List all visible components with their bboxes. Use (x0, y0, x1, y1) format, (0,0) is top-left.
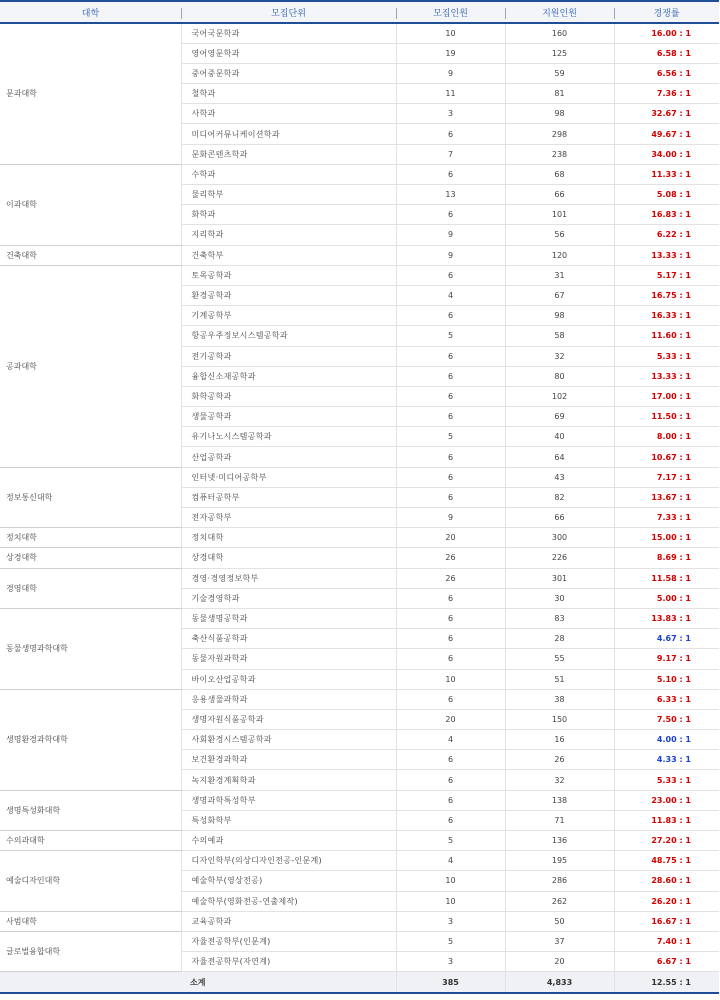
quota-value: 5 (396, 831, 505, 851)
unit-name: 정치대학 (181, 528, 396, 548)
quota-value: 4 (396, 285, 505, 305)
unit-name: 동물자원과학과 (181, 649, 396, 669)
ratio-value: 5.33 : 1 (614, 346, 719, 366)
unit-name: 화학공학과 (181, 386, 396, 406)
ratio-value: 4.33 : 1 (614, 750, 719, 770)
quota-value: 6 (396, 386, 505, 406)
applicants-value: 102 (505, 386, 614, 406)
unit-name: 생명과학특성학부 (181, 790, 396, 810)
total-quota: 385 (396, 972, 505, 994)
unit-name: 산업공학과 (181, 447, 396, 467)
applicants-value: 301 (505, 568, 614, 588)
table-row (0, 467, 719, 487)
ratio-value: 6.67 : 1 (614, 952, 719, 972)
table-row (0, 689, 719, 709)
ratio-value: 6.56 : 1 (614, 63, 719, 83)
unit-name: 상경대학 (181, 548, 396, 568)
ratio-value: 5.00 : 1 (614, 588, 719, 608)
quota-value: 3 (396, 952, 505, 972)
applicants-value: 226 (505, 548, 614, 568)
quota-value: 3 (396, 911, 505, 931)
quota-value: 6 (396, 205, 505, 225)
quota-value: 5 (396, 427, 505, 447)
quota-value: 11 (396, 84, 505, 104)
applicants-value: 20 (505, 952, 614, 972)
college-name: 정보통신대학 (0, 467, 181, 528)
applicants-value: 38 (505, 689, 614, 709)
ratio-value: 23.00 : 1 (614, 790, 719, 810)
ratio-value: 6.33 : 1 (614, 689, 719, 709)
header-applicants: 지원인원 (505, 1, 614, 23)
ratio-value: 8.69 : 1 (614, 548, 719, 568)
quota-value: 6 (396, 306, 505, 326)
unit-name: 영어영문학과 (181, 43, 396, 63)
applicants-value: 64 (505, 447, 614, 467)
applicants-value: 81 (505, 84, 614, 104)
quota-value: 10 (396, 871, 505, 891)
ratio-value: 4.00 : 1 (614, 730, 719, 750)
quota-value: 26 (396, 568, 505, 588)
quota-value: 3 (396, 104, 505, 124)
applicants-value: 30 (505, 588, 614, 608)
ratio-value: 6.22 : 1 (614, 225, 719, 245)
ratio-value: 13.83 : 1 (614, 608, 719, 628)
unit-name: 생물공학과 (181, 407, 396, 427)
college-name: 상경대학 (0, 548, 181, 568)
applicants-value: 238 (505, 144, 614, 164)
applicants-value: 98 (505, 306, 614, 326)
ratio-value: 17.00 : 1 (614, 386, 719, 406)
ratio-value: 49.67 : 1 (614, 124, 719, 144)
college-name: 동물생명과학대학 (0, 608, 181, 689)
college-name: 문과대학 (0, 23, 181, 164)
unit-name: 기계공학부 (181, 306, 396, 326)
quota-value: 6 (396, 124, 505, 144)
applicants-value: 80 (505, 366, 614, 386)
unit-name: 건축학부 (181, 245, 396, 265)
table-footer (0, 972, 719, 994)
total-row (0, 972, 719, 994)
applicants-value: 150 (505, 709, 614, 729)
ratio-value: 5.10 : 1 (614, 669, 719, 689)
table-row (0, 245, 719, 265)
unit-name: 컴퓨터공학부 (181, 487, 396, 507)
college-name: 건축대학 (0, 245, 181, 265)
unit-name: 수학과 (181, 164, 396, 184)
unit-name: 환경공학과 (181, 285, 396, 305)
unit-name: 경영·경영정보학부 (181, 568, 396, 588)
ratio-value: 11.60 : 1 (614, 326, 719, 346)
quota-value: 6 (396, 608, 505, 628)
ratio-value: 5.33 : 1 (614, 770, 719, 790)
applicants-value: 40 (505, 427, 614, 447)
quota-value: 4 (396, 730, 505, 750)
ratio-value: 5.17 : 1 (614, 265, 719, 285)
unit-name: 국어국문학과 (181, 23, 396, 43)
quota-value: 6 (396, 265, 505, 285)
ratio-value: 4.67 : 1 (614, 629, 719, 649)
ratio-value: 10.67 : 1 (614, 447, 719, 467)
unit-name: 융합신소재공학과 (181, 366, 396, 386)
table-body (0, 23, 719, 972)
ratio-value: 16.33 : 1 (614, 306, 719, 326)
unit-name: 물리학부 (181, 185, 396, 205)
unit-name: 수의예과 (181, 831, 396, 851)
table-row (0, 790, 719, 810)
ratio-value: 13.33 : 1 (614, 366, 719, 386)
ratio-value: 15.00 : 1 (614, 528, 719, 548)
ratio-value: 7.40 : 1 (614, 931, 719, 951)
college-name: 사범대학 (0, 911, 181, 931)
college-name: 예술디자인대학 (0, 851, 181, 912)
ratio-value: 32.67 : 1 (614, 104, 719, 124)
unit-name: 인터넷·미디어공학부 (181, 467, 396, 487)
ratio-value: 5.08 : 1 (614, 185, 719, 205)
applicants-value: 58 (505, 326, 614, 346)
unit-name: 전자공학부 (181, 508, 396, 528)
table-row (0, 931, 719, 951)
quota-value: 6 (396, 629, 505, 649)
applicants-value: 71 (505, 810, 614, 830)
quota-value: 20 (396, 528, 505, 548)
ratio-value: 16.00 : 1 (614, 23, 719, 43)
unit-name: 사학과 (181, 104, 396, 124)
applicants-value: 69 (505, 407, 614, 427)
applicants-value: 51 (505, 669, 614, 689)
quota-value: 6 (396, 588, 505, 608)
quota-value: 19 (396, 43, 505, 63)
ratio-value: 9.17 : 1 (614, 649, 719, 669)
quota-value: 10 (396, 891, 505, 911)
unit-name: 철학과 (181, 84, 396, 104)
applicants-value: 66 (505, 508, 614, 528)
college-name: 생명환경과학대학 (0, 689, 181, 790)
unit-name: 사회환경시스템공학과 (181, 730, 396, 750)
quota-value: 6 (396, 770, 505, 790)
applicants-value: 138 (505, 790, 614, 810)
header-college: 대학 (0, 1, 181, 23)
quota-value: 7 (396, 144, 505, 164)
quota-value: 6 (396, 447, 505, 467)
applicants-value: 59 (505, 63, 614, 83)
applicants-value: 26 (505, 750, 614, 770)
table-row (0, 265, 719, 285)
quota-value: 9 (396, 225, 505, 245)
quota-value: 10 (396, 23, 505, 43)
quota-value: 6 (396, 407, 505, 427)
applicants-value: 98 (505, 104, 614, 124)
unit-name: 예술학부(영상전공) (181, 871, 396, 891)
table-row (0, 23, 719, 43)
table-row (0, 851, 719, 871)
table-header (0, 1, 719, 23)
unit-name: 응용생물과학과 (181, 689, 396, 709)
applicants-value: 68 (505, 164, 614, 184)
unit-name: 디자인학부(의상디자인전공-인문계) (181, 851, 396, 871)
quota-value: 20 (396, 709, 505, 729)
header-unit: 모집단위 (181, 1, 396, 23)
quota-value: 9 (396, 63, 505, 83)
unit-name: 토목공학과 (181, 265, 396, 285)
college-name: 경영대학 (0, 568, 181, 608)
ratio-value: 34.00 : 1 (614, 144, 719, 164)
total-ratio: 12.55 : 1 (614, 972, 719, 994)
unit-name: 보건환경과학과 (181, 750, 396, 770)
ratio-value: 16.83 : 1 (614, 205, 719, 225)
unit-name: 자율전공학부(인문계) (181, 931, 396, 951)
applicants-value: 160 (505, 23, 614, 43)
applicants-value: 82 (505, 487, 614, 507)
ratio-value: 28.60 : 1 (614, 871, 719, 891)
ratio-value: 11.83 : 1 (614, 810, 719, 830)
header-quota: 모집인원 (396, 1, 505, 23)
quota-value: 10 (396, 669, 505, 689)
applicants-value: 28 (505, 629, 614, 649)
applicants-value: 136 (505, 831, 614, 851)
applicants-value: 262 (505, 891, 614, 911)
unit-name: 유기나노시스템공학과 (181, 427, 396, 447)
quota-value: 13 (396, 185, 505, 205)
quota-value: 9 (396, 508, 505, 528)
ratio-value: 7.36 : 1 (614, 84, 719, 104)
applicants-value: 101 (505, 205, 614, 225)
table-row (0, 528, 719, 548)
quota-value: 4 (396, 851, 505, 871)
applicants-value: 67 (505, 285, 614, 305)
unit-name: 바이오산업공학과 (181, 669, 396, 689)
total-label: 소계 (0, 972, 396, 994)
applicants-value: 66 (505, 185, 614, 205)
table-row (0, 831, 719, 851)
quota-value: 6 (396, 750, 505, 770)
applicants-value: 55 (505, 649, 614, 669)
quota-value: 6 (396, 810, 505, 830)
applicants-value: 32 (505, 346, 614, 366)
ratio-value: 48.75 : 1 (614, 851, 719, 871)
quota-value: 6 (396, 164, 505, 184)
quota-value: 5 (396, 326, 505, 346)
unit-name: 예술학부(영화전공-연출제작) (181, 891, 396, 911)
college-name: 글로벌융합대학 (0, 931, 181, 971)
ratio-value: 11.58 : 1 (614, 568, 719, 588)
table-row (0, 608, 719, 628)
quota-value: 9 (396, 245, 505, 265)
unit-name: 기술경영학과 (181, 588, 396, 608)
header-ratio: 경쟁률 (614, 1, 719, 23)
applicants-value: 31 (505, 265, 614, 285)
applicants-value: 298 (505, 124, 614, 144)
applicants-value: 37 (505, 931, 614, 951)
quota-value: 6 (396, 649, 505, 669)
quota-value: 6 (396, 487, 505, 507)
applicants-value: 195 (505, 851, 614, 871)
college-name: 공과대학 (0, 265, 181, 467)
college-name: 이과대학 (0, 164, 181, 245)
ratio-value: 26.20 : 1 (614, 891, 719, 911)
ratio-value: 6.58 : 1 (614, 43, 719, 63)
ratio-value: 7.33 : 1 (614, 508, 719, 528)
table-row (0, 568, 719, 588)
quota-value: 6 (396, 790, 505, 810)
unit-name: 항공우주정보시스템공학과 (181, 326, 396, 346)
quota-value: 6 (396, 366, 505, 386)
ratio-value: 7.50 : 1 (614, 709, 719, 729)
unit-name: 동물생명공학과 (181, 608, 396, 628)
unit-name: 교육공학과 (181, 911, 396, 931)
ratio-value: 16.67 : 1 (614, 911, 719, 931)
ratio-value: 11.33 : 1 (614, 164, 719, 184)
applicants-value: 43 (505, 467, 614, 487)
unit-name: 생명자원식품공학과 (181, 709, 396, 729)
applicants-value: 50 (505, 911, 614, 931)
ratio-value: 13.67 : 1 (614, 487, 719, 507)
applicants-value: 16 (505, 730, 614, 750)
unit-name: 지리학과 (181, 225, 396, 245)
table-row (0, 548, 719, 568)
total-applicants: 4,833 (505, 972, 614, 994)
ratio-value: 8.00 : 1 (614, 427, 719, 447)
applicants-value: 83 (505, 608, 614, 628)
unit-name: 특성화학부 (181, 810, 396, 830)
applicants-value: 120 (505, 245, 614, 265)
ratio-value: 16.75 : 1 (614, 285, 719, 305)
table-row (0, 164, 719, 184)
unit-name: 미디어커뮤니케이션학과 (181, 124, 396, 144)
unit-name: 문화콘텐츠학과 (181, 144, 396, 164)
college-name: 수의과대학 (0, 831, 181, 851)
quota-value: 5 (396, 931, 505, 951)
ratio-value: 11.50 : 1 (614, 407, 719, 427)
table-row (0, 911, 719, 931)
unit-name: 화학과 (181, 205, 396, 225)
ratio-value: 13.33 : 1 (614, 245, 719, 265)
header-row (0, 1, 719, 23)
college-name: 생명특성화대학 (0, 790, 181, 830)
ratio-value: 27.20 : 1 (614, 831, 719, 851)
unit-name: 축산식품공학과 (181, 629, 396, 649)
quota-value: 6 (396, 689, 505, 709)
applicants-value: 125 (505, 43, 614, 63)
applicants-value: 56 (505, 225, 614, 245)
unit-name: 중어중문학과 (181, 63, 396, 83)
unit-name: 자율전공학부(자연계) (181, 952, 396, 972)
ratio-value: 7.17 : 1 (614, 467, 719, 487)
quota-value: 6 (396, 346, 505, 366)
unit-name: 전기공학과 (181, 346, 396, 366)
applicants-value: 32 (505, 770, 614, 790)
college-name: 정치대학 (0, 528, 181, 548)
unit-name: 녹지환경계획학과 (181, 770, 396, 790)
quota-value: 26 (396, 548, 505, 568)
quota-value: 6 (396, 467, 505, 487)
applicants-value: 300 (505, 528, 614, 548)
applicants-value: 286 (505, 871, 614, 891)
